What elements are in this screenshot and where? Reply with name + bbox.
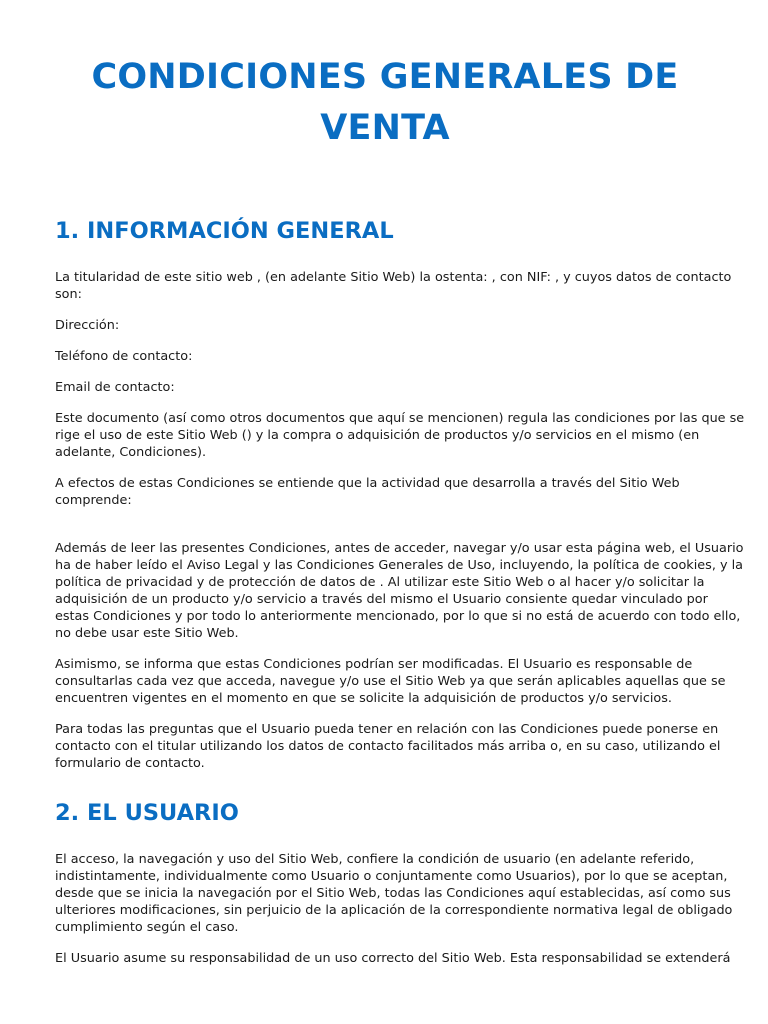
page-title-line: VENTA	[320, 108, 450, 148]
text-line: encuentren vigentes en el momento en que se solicite la adquisición de productos y/o servicios.	[55, 691, 672, 706]
paragraph-preguntas	[55, 721, 721, 772]
paragraph-responsabilidad	[55, 950, 731, 967]
paragraph-acceso	[55, 851, 733, 936]
text-line: rige el uso de este Sitio Web () y la compra o adquisición de productos y/o servicios en el mismo (en	[55, 428, 700, 443]
document-page	[55, 52, 745, 967]
text-line: desde que se inicia la navegación por el Sitio Web, todas las Condiciones aquí establecidas, así como sus	[55, 886, 731, 901]
paragraph-direccion: Dirección:	[55, 318, 120, 333]
page-title-line: CONDICIONES GENERALES DE	[91, 57, 679, 97]
text-line: La titularidad de este sitio web , (en adelante Sitio Web) la ostenta: , con NIF: , y cuyos datos de contacto	[55, 270, 732, 285]
paragraph-actividad	[55, 475, 715, 509]
paragraph-documento	[55, 410, 745, 461]
text-line: Para todas las preguntas que el Usuario pueda tener en relación con las Condiciones puede ponerse en	[55, 722, 719, 737]
text-line: política de privacidad y de protección de datos de . Al utilizar este Sitio Web o al hacer y/o solicitar la	[55, 575, 705, 590]
paragraph-asimismo	[55, 656, 726, 707]
text-line: Asimismo, se informa que estas Condiciones podrían ser modificadas. El Usuario es responsable de	[55, 657, 693, 672]
text-line: formulario de contacto.	[55, 756, 205, 771]
paragraph-ademas	[55, 540, 744, 642]
text-line: cumplimiento según el caso.	[55, 920, 239, 935]
text-line: El Usuario asume su responsabilidad de un uso correcto del Sitio Web. Esta responsabilidad se extenderá	[55, 951, 731, 966]
text-line: adquisición de un producto y/o servicio a través del mismo el Usuario consiente quedar vinculado por	[55, 592, 708, 607]
text-line: Además de leer las presentes Condiciones, antes de acceder, navegar y/o usar esta página web, el Usuario	[55, 541, 744, 556]
text-line: son:	[55, 287, 82, 302]
page-title	[55, 52, 715, 154]
text-line: contacto con el titular utilizando los datos de contacto facilitados más arriba o, en su caso, utilizando el	[55, 739, 721, 754]
text-line: ulteriores modificaciones, sin perjuicio de la aplicación de la correspondiente normativa legal de obligado	[55, 903, 733, 918]
text-line: A efectos de estas Condiciones se entiende que la actividad que desarrolla a través del Sitio Web	[55, 476, 680, 491]
text-line: ha de haber leído el Aviso Legal y las Condiciones Generales de Uso, incluyendo, la política de cookies, y la	[55, 558, 743, 573]
text-line: adelante, Condiciones).	[55, 445, 207, 460]
section-heading-informacion-general: 1. INFORMACIÓN GENERAL	[55, 218, 394, 244]
text-line: El acceso, la navegación y uso del Sitio Web, confiere la condición de usuario (en adelante referido,	[55, 852, 695, 867]
text-line: Este documento (así como otros documentos que aquí se mencionen) regula las condiciones por las que se	[55, 411, 745, 426]
paragraph-titularidad	[55, 269, 732, 303]
text-line: indistintamente, individualmente como Usuario o conjuntamente como Usuarios), por lo que se aceptan,	[55, 869, 728, 884]
paragraph-telefono: Teléfono de contacto:	[55, 349, 193, 364]
text-line: comprende:	[55, 493, 132, 508]
section-heading-el-usuario: 2. EL USUARIO	[55, 800, 239, 826]
text-line: consultarlas cada vez que acceda, navegue y/o use el Sitio Web ya que serán aplicables aquellas que se	[55, 674, 726, 689]
text-line: no debe usar este Sitio Web.	[55, 626, 239, 641]
paragraph-email: Email de contacto:	[55, 380, 175, 395]
text-line: estas Condiciones y por todo lo anteriormente mencionado, por lo que si no está de acuerdo con todo ello,	[55, 609, 741, 624]
